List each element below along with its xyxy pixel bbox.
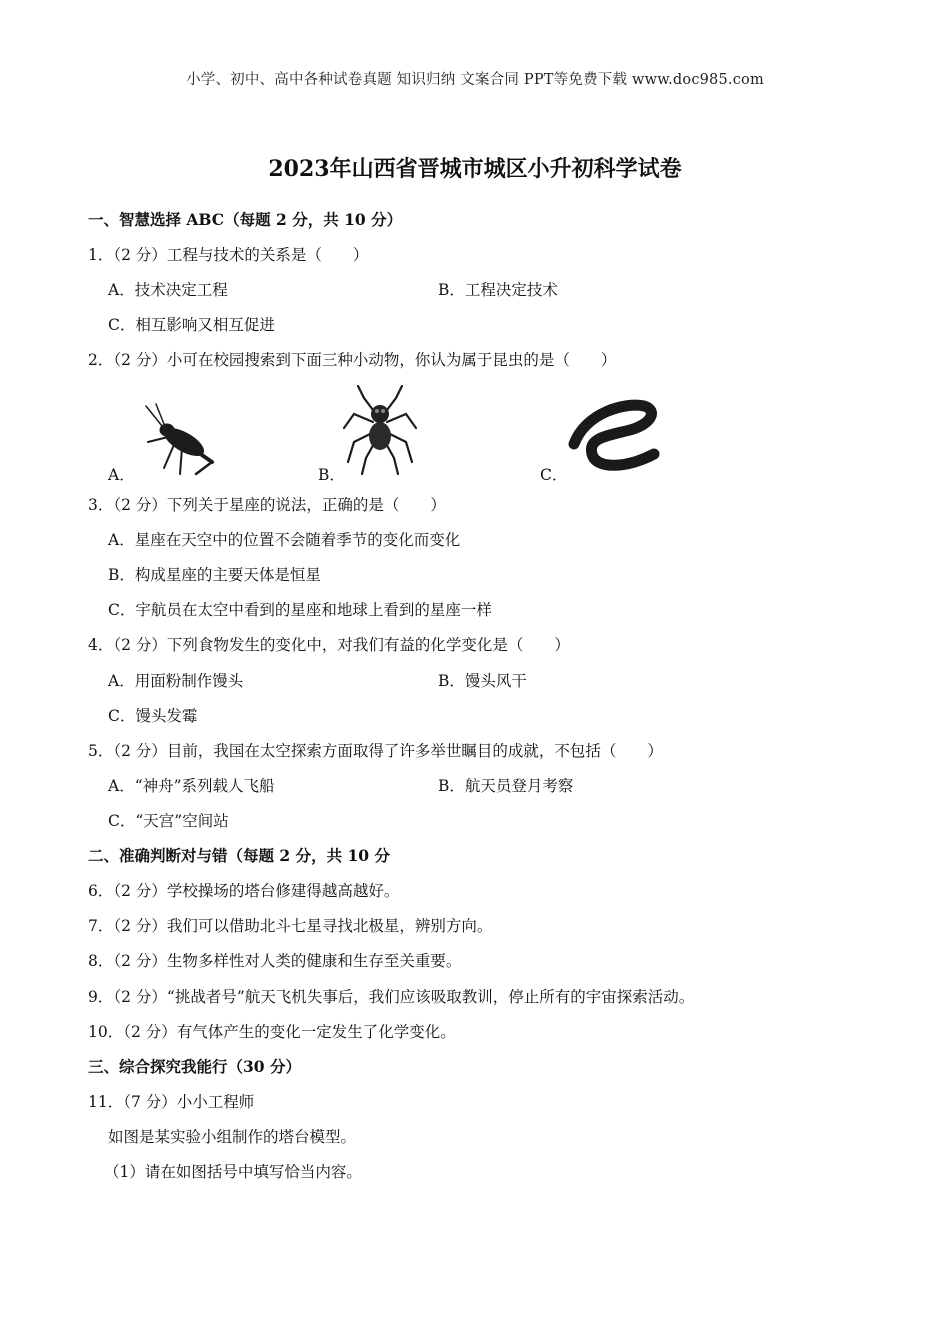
q2-option-a-label: A． [108,466,135,484]
page-header: 小学、初中、高中各种试卷真题 知识归纳 文案合同 PPT等免费下载 www.doc985.com [186,72,764,88]
q3-option-a: A．星座在天空中的位置不会随着季节的变化而变化 [108,531,461,549]
q11-subquestion-1: （1）请在如图括号中填写恰当内容。 [104,1163,362,1181]
q2-stem: 2．（2 分）小可在校园搜索到下面三种小动物，你认为属于昆虫的是（ ） [88,351,617,369]
q4-option-b: B．馒头风干 [438,672,527,690]
q2-option-b-label: B． [318,466,345,484]
q3-option-b: B．构成星座的主要天体是恒星 [108,566,321,584]
q3-stem: 3．（2 分）下列关于星座的说法，正确的是（ ） [88,496,446,514]
q1-option-b: B．工程决定技术 [438,281,558,299]
section-2-heading: 二、准确判断对与错（每题 2 分，共 10 分 [88,846,390,865]
q5-option-c: C．“天宫”空间站 [108,812,229,830]
q5-stem: 5．（2 分）目前，我国在太空探索方面取得了许多举世瞩目的成就，不包括（ ） [88,742,663,760]
grasshopper-image [134,402,220,476]
earthworm-image [566,392,662,476]
q5-option-a: A．“神舟”系列载人飞船 [108,777,275,795]
q10-text: 10．（2 分）有气体产生的变化一定发生了化学变化。 [88,1023,456,1041]
q11-paragraph: 如图是某实验小组制作的塔台模型。 [108,1128,357,1146]
q1-option-a: A．技术决定工程 [108,281,228,299]
q2-option-c-label: C． [540,466,568,484]
q4-option-a: A．用面粉制作馒头 [108,672,244,690]
q9-text: 9．（2 分）“挑战者号”航天飞机失事后，我们应该吸取教训，停止所有的宇宙探索活动。 [88,988,695,1006]
q8-text: 8．（2 分）生物多样性对人类的健康和生存至关重要。 [88,952,462,970]
section-1-heading: 一、智慧选择 ABC（每题 2 分，共 10 分） [88,210,403,229]
q11-stem: 11．（7 分）小小工程师 [88,1093,255,1111]
spider-image [340,384,420,476]
q3-option-c: C．宇航员在太空中看到的星座和地球上看到的星座一样 [108,601,492,619]
q4-stem: 4．（2 分）下列食物发生的变化中，对我们有益的化学变化是（ ） [88,636,570,654]
q6-text: 6．（2 分）学校操场的塔台修建得越高越好。 [88,882,400,900]
q5-option-b: B．航天员登月考察 [438,777,574,795]
q1-option-c: C．相互影响又相互促进 [108,316,275,334]
section-3-heading: 三、综合探究我能行（30 分） [88,1057,301,1076]
q1-stem: 1．（2 分）工程与技术的关系是（ ） [88,246,369,264]
q7-text: 7．（2 分）我们可以借助北斗七星寻找北极星，辨别方向。 [88,917,493,935]
page-title: 2023年山西省晋城市城区小升初科学试卷 [268,156,682,182]
q4-option-c: C．馒头发霉 [108,707,198,725]
